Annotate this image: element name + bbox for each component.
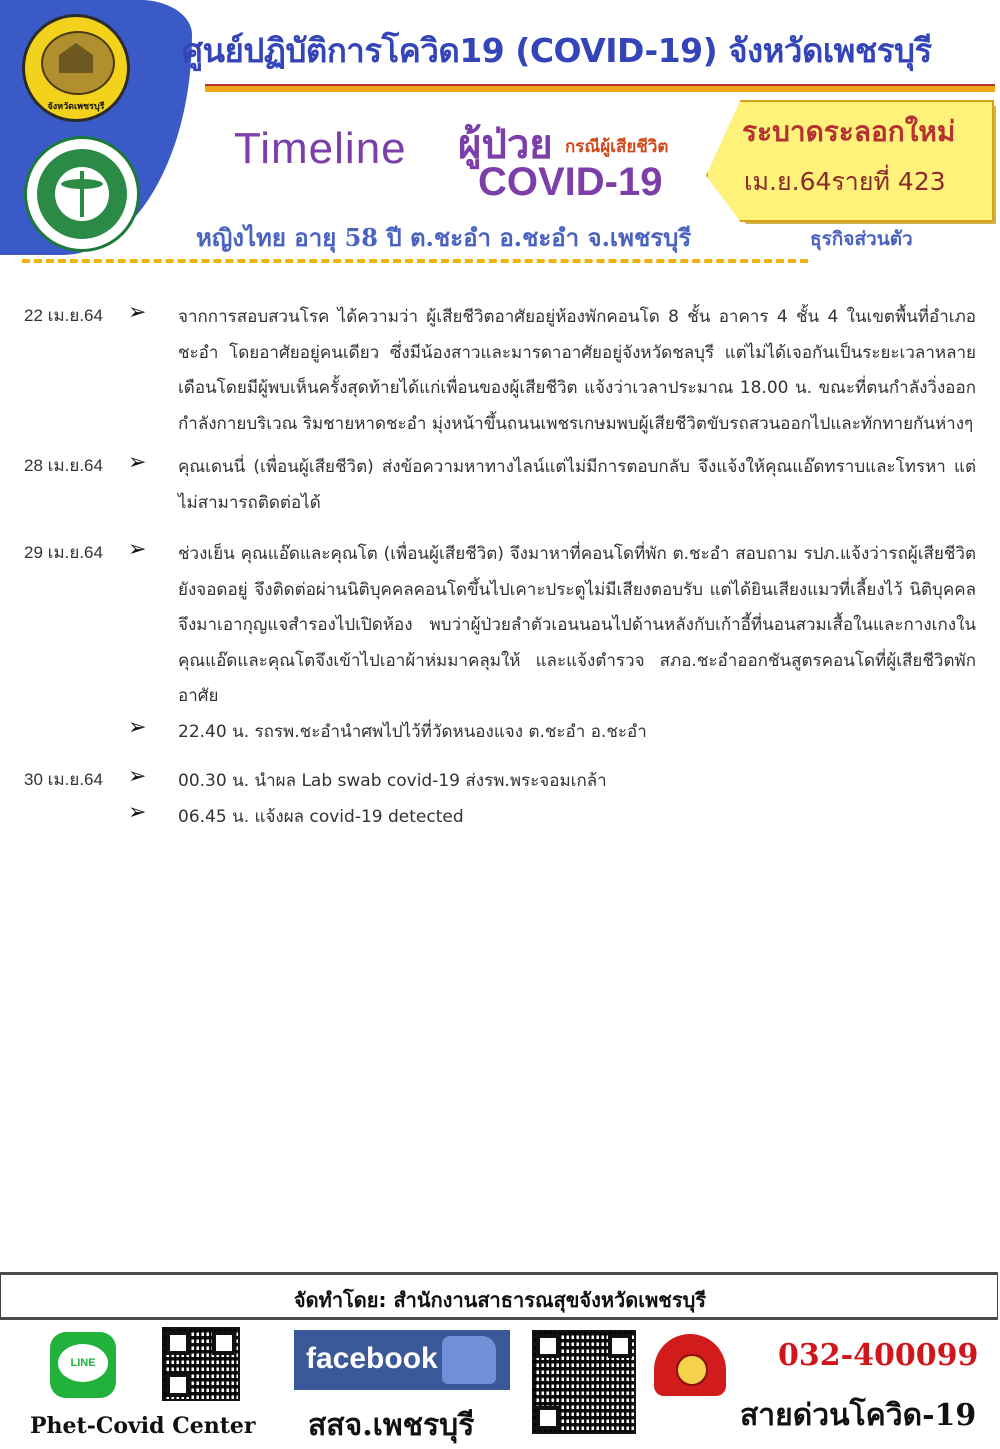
timeline-item (0, 300, 1000, 442)
bullet-arrow-icon: ➢ (128, 450, 147, 475)
entry-text: คุณเดนนี่ (เพื่อนผู้เสียชีวิต) ส่งข้อความหาทางไลน์แต่ไม่มีการตอบกลับ จึงแจ้งให้คุณแอ๊ดทราบและโทรหา แต่ไม่สามารถติดต่อได้ (178, 457, 976, 513)
timeline-entry (0, 764, 1000, 835)
bullet-arrow-icon: ➢ (128, 714, 147, 740)
case-type-label: กรณีผู้เสียชีวิต (565, 137, 669, 157)
title-underline (205, 84, 995, 92)
timeline-entry (0, 450, 1000, 521)
timeline-item (0, 800, 1000, 836)
bullet-arrow-icon: ➢ (128, 799, 147, 825)
telephone-icon (654, 1334, 726, 1396)
facebook-page-name: สสจ.เพชรบุรี (308, 1408, 475, 1443)
hotline-number[interactable]: 032-400099 (778, 1338, 979, 1373)
entry-text: 22.40 น. รถรพ.ชะอำนำศพไปไว้ที่วัดหนองแจง ต.ชะอำ อ.ชะอำ (178, 721, 647, 742)
timeline-list (0, 300, 1000, 843)
page-title: ศูนย์ปฏิบัติการโควิด19 (COVID-19) จังหวัดเพชรบุรี (182, 31, 932, 70)
occupation-label: ธุรกิจส่วนตัว (810, 228, 913, 250)
hotline-label: สายด่วนโควิด-19 (740, 1398, 977, 1433)
entry-text: ช่วงเย็น คุณแอ๊ดและคุณโต (เพื่อนผู้เสียชีวิต) จึงมาหาที่คอนโดที่พัก ต.ชะอำ สอบถาม รปภ.แจ้งว่ารถผู้เสียชีวิตยังจอดอยู่ จึงติดต่อผ่านนิติบุคคลคอนโดขึ้นไปเคาะประตูไม่มีเสียงตอบรับ แต่ได้ยินเสียงแมวที่เลี้ยงไว้ นิติบุคคลจึงมาเอากุญแจสำรองไปเปิดห้อง พบว่าผู้ป่วยลำตัวเอนนอนไปด้านหลังกับเก้าอี้ที่นอนสวมเสื้อในและกางเกงใน คุณแอ๊ดและคุณโตจึงเข้าไปเอาผ้าห่มมาคลุมให้ และแจ้งตำรวจ สภอ.ชะอำออกชันสูตรคอนโดที่ผู้เสียชีวิตพักอาศัย (178, 544, 976, 706)
timeline-item (0, 715, 1000, 751)
provincial-seal-icon (22, 14, 130, 122)
timeline-entry (0, 537, 1000, 750)
timeline-heading: Timeline (234, 124, 407, 173)
bullet-arrow-icon: ➢ (128, 764, 147, 789)
covid-heading: COVID-19 (478, 160, 663, 204)
entry-date: 28 เม.ย.64 (24, 456, 103, 475)
qr-code-icon[interactable] (532, 1330, 636, 1434)
entry-text: 06.45 น. แจ้งผล covid-19 detected (178, 806, 464, 827)
timeline-item (0, 764, 1000, 800)
moph-logo-icon (24, 136, 140, 252)
timeline-item (0, 537, 1000, 715)
header-divider (22, 259, 808, 263)
patient-info: หญิงไทย อายุ 58 ปี ต.ชะอำ อ.ชะอำ จ.เพชรบุรี (196, 223, 692, 252)
entry-date: 30 เม.ย.64 (24, 770, 103, 789)
case-number: เม.ย.64รายที่ 423 (744, 167, 946, 196)
seal-text: จังหวัดเพชรบุรี (47, 102, 105, 112)
line-account-name: Phet-Covid Center (30, 1413, 256, 1439)
bullet-arrow-icon: ➢ (128, 300, 147, 325)
bullet-arrow-icon: ➢ (128, 537, 147, 562)
prepared-by: จัดทำโดย: สำนักงานสาธารณสุขจังหวัดเพชรบุรี (293, 1288, 707, 1312)
qr-code-icon[interactable] (162, 1327, 240, 1401)
entry-date: 29 เม.ย.64 (24, 543, 103, 562)
thumbs-up-icon (442, 1336, 496, 1384)
line-icon[interactable] (50, 1332, 116, 1398)
line-logo-text: LINE (70, 1357, 96, 1369)
facebook-logo-text: facebook (306, 1342, 438, 1375)
entry-text: 00.30 น. นำผล Lab swab covid-19 ส่งรพ.พระจอมเกล้า (178, 771, 607, 791)
outbreak-label: ระบาดระลอกใหม่ (742, 115, 956, 148)
entry-text: จากการสอบสวนโรค ได้ความว่า ผู้เสียชีวิตอาศัยอยู่ห้องพักคอนโด 8 ชั้น อาคาร 4 ชั้น 4 ในเขตพื้นที่อำเภอชะอำ โดยอาศัยอยู่คนเดียว ซึ่งมีน้องสาวและมารดาอาศัยอยู่จังหวัดชลบุรี แต่ไม่ได้เจอกันเป็นระยะเวลาหลายเดือนโดยมีผู้พบเห็นครั้งสุดท้ายได้แก่เพื่อนของผู้เสียชีวิต แจ้งว่าเวลาประมาณ 18.00 น. ขณะที่ตนกำลังวิ่งออกกำลังกายบริเวณ ริมชายหาดชะอำ มุ่งหน้าขึ้นถนนเพชรเกษมพบผู้เสียชีวิตขับรถสวนออกไปและทักทายกันห่างๆ (178, 307, 976, 434)
entry-date: 22 เม.ย.64 (24, 306, 103, 325)
timeline-entry (0, 300, 1000, 442)
facebook-icon[interactable] (294, 1330, 510, 1390)
timeline-item (0, 450, 1000, 521)
patient-heading: ผู้ป่วย (458, 122, 553, 168)
